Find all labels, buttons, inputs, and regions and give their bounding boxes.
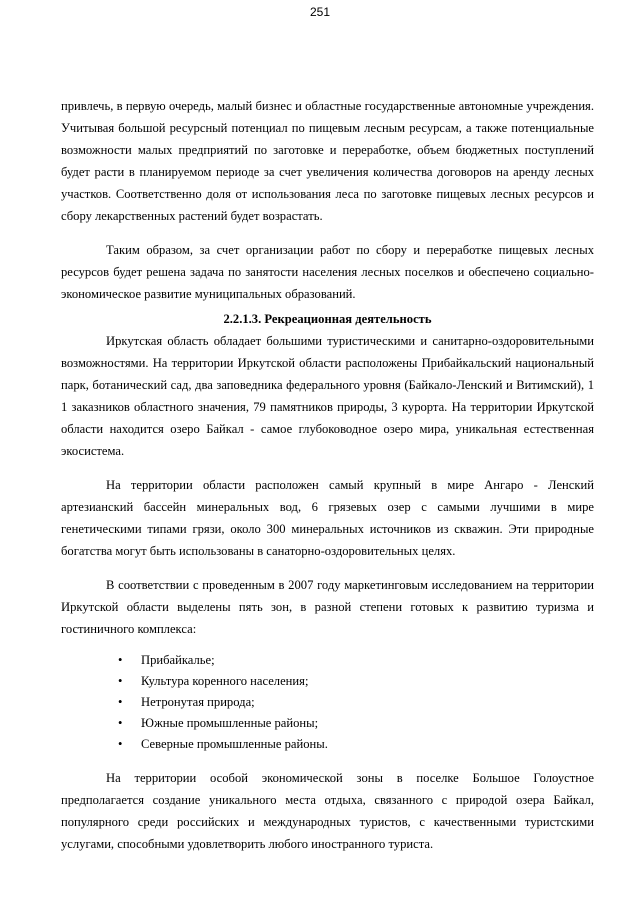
list-item: • Культура коренного населения;	[118, 671, 594, 692]
paragraph-forest-resources: привлечь, в первую очередь, малый бизнес и областные государственные автономные учреждения. Учитывая большой ресурсный потенциал по пищевым лесным ресурсам, а также потенциальные возможности малых предприятий по заготовке и переработке, объем бюджетных поступлений будет расти в планируемом периоде за счет увеличения количества договоров на аренду лесных участков. Соответственно доля от использования леса по заготовке пищевых лесных ресурсов и сбору лекарственных растений будет возрастать.	[61, 99, 594, 223]
list-item: • Северные промышленные районы.	[118, 734, 594, 755]
page-number: 251	[309, 5, 331, 19]
bullet-icon: •	[118, 653, 123, 667]
bullet-icon: •	[118, 695, 123, 709]
section-heading: 2.2.1.3. Рекреационная деятельность	[223, 312, 432, 326]
bullet-icon: •	[118, 674, 123, 688]
paragraph-conclusion: Таким образом, за счет организации работ по сбору и переработке пищевых лесных ресурсов будет решена задача по занятости населения лесных поселков и обеспечено социально-экономическое развитие муниципальных образований.	[61, 243, 594, 301]
list-item: • Нетронутая природа;	[118, 692, 594, 713]
paragraph-special-zone: На территории особой экономической зоны в поселке Большое Голоустное предполагается создание уникального места отдыха, связанного с природой озера Байкал, популярного среди российских и международных туристов, с качественными туристскими услугами, способными удовлетворить любого иностранного туриста.	[61, 771, 594, 851]
paragraph-zones-intro: В соответствии с проведенным в 2007 году маркетинговым исследованием на территории Иркутской области выделены пять зон, в разной степени готовых к развитию туризма и гостиничного комплекса:	[61, 578, 594, 636]
list-item: • Южные промышленные районы;	[118, 713, 594, 734]
paragraph-recreation-intro: Иркутская область обладает большими туристическими и санитарно-оздоровительными возможностями. На территории Иркутской области расположены Прибайкальский национальный парк, ботанический сад, два заповедника федерального уровня (Байкало-Ленский и Витимский), 1 1 заказников областного значения, 79 памятников природы, 3 курорта. На территории Иркутской области находится озеро Байкал - самое глубоководное озеро мира, уникальная естественная экосистема.	[61, 334, 594, 458]
paragraph-mineral-waters: На территории области расположен самый крупный в мире Ангаро - Ленский артезианский бассейн минеральных вод, 6 грязевых озер с самыми лучшими в мире генетическими типами грязи, около 300 минеральных источников из скважин. Эти природные богатства могут быть использованы в санаторно-оздоровительных целях.	[61, 478, 594, 558]
bullet-icon: •	[118, 737, 123, 751]
list-item: • Прибайкалье;	[118, 650, 594, 671]
zones-list	[61, 650, 594, 755]
bullet-icon: •	[118, 716, 123, 730]
document-body	[61, 95, 594, 855]
